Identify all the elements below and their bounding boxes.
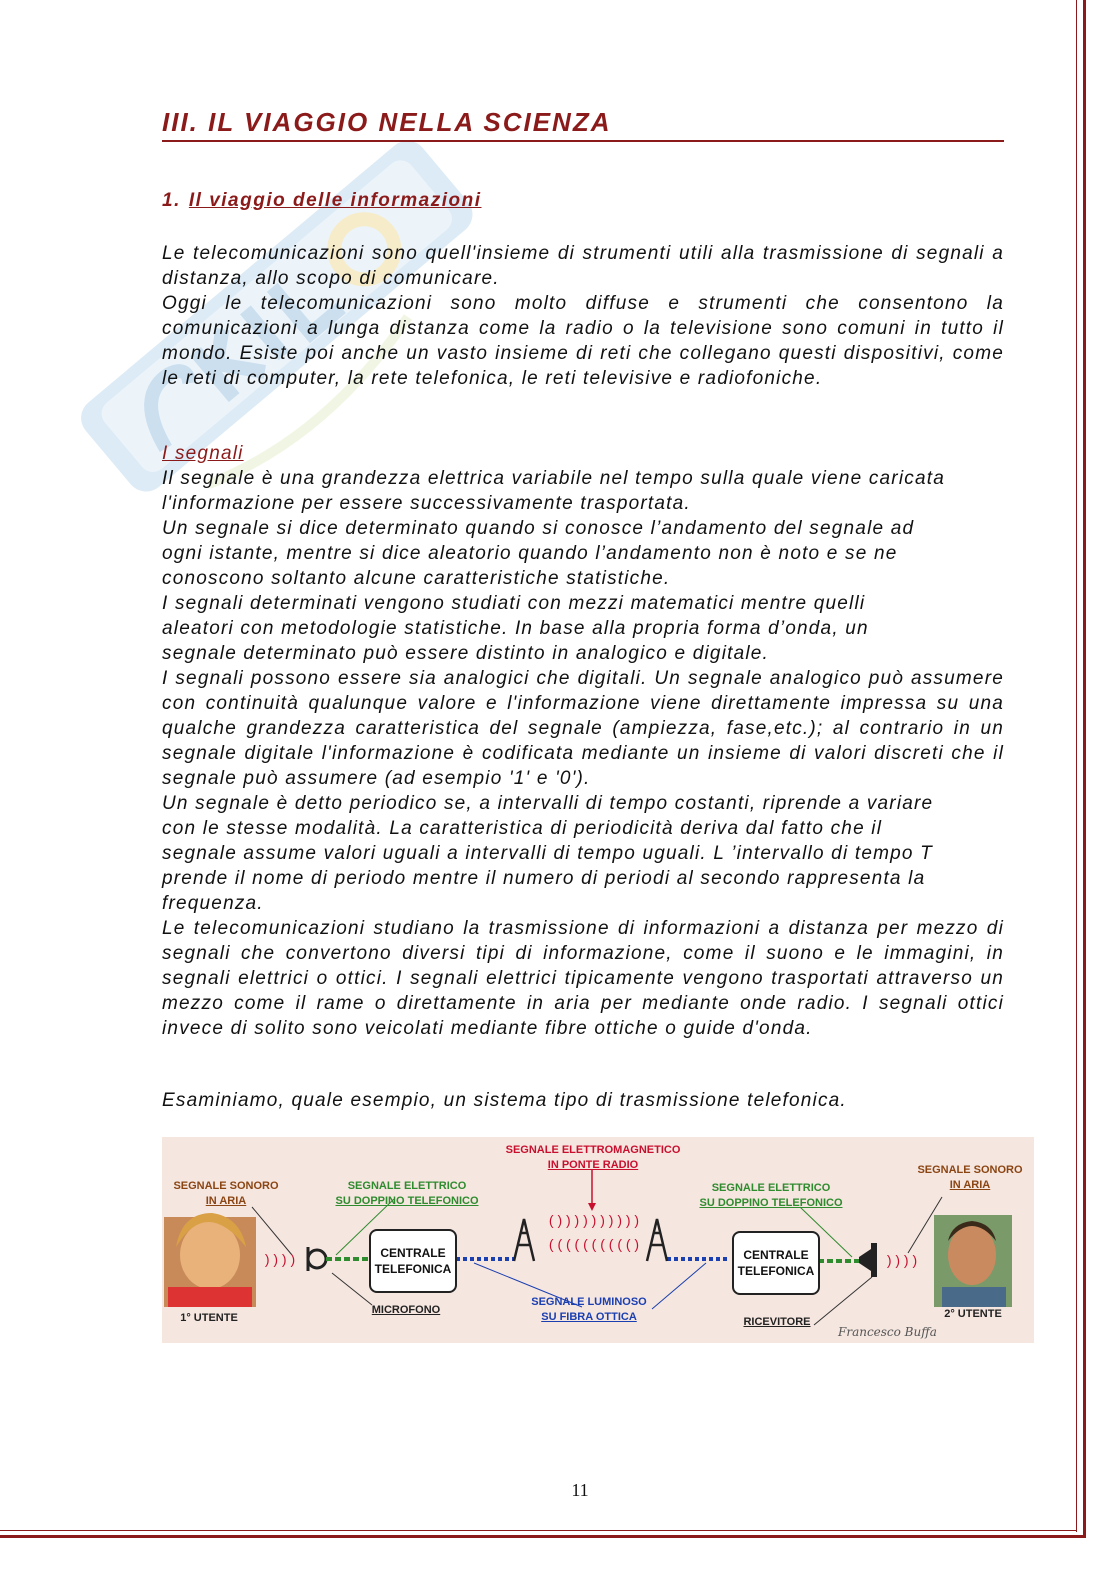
- intro-paragraph-1: Le telecomunicazioni sono quell'insieme di strumenti utili alla trasmissione di segnali a distanza, allo scopo di comunicare.: [162, 243, 1004, 289]
- signals-line: frequenza.: [162, 893, 264, 914]
- page-border-bottom-outer: [0, 1535, 1086, 1538]
- radio-waves-bottom: ( ( ( ( ( ( ( ( ( ( ): [548, 1236, 640, 1252]
- label-sound-air-right: SEGNALE SONORO IN ARIA: [917, 1164, 1023, 1191]
- signals-line: prende il nome di periodo mentre il numero di periodi al secondo rappresenta la: [162, 868, 926, 889]
- microphone-icon: [308, 1250, 326, 1268]
- section-title-text: Il viaggio delle informazioni: [188, 190, 482, 211]
- label-receiver: RICEVITORE: [743, 1316, 811, 1328]
- telephone-system-figure: [162, 1137, 1034, 1343]
- signals-line: segnale assume valori uguali a intervalli di tempo uguali. L ’intervallo di tempo T: [162, 843, 933, 864]
- label-electric-left: SEGNALE ELETTRICO SU DOPPINO TELEFONICO: [335, 1180, 479, 1207]
- receiver-icon: [871, 1243, 877, 1277]
- intro-paragraph-2: Oggi le telecomunicazioni sono molto diffuse e strumenti che consentono la comunicazioni a lunga distanza come la radio o la televisione sono comuni in tutto il mondo. Esiste poi anche un vasto insieme di reti che collegano questi dispositivi, come le reti di computer, la rete telefonica, le reti televisive e radiofoniche.: [162, 293, 1004, 389]
- label-user2: 2° UTENTE: [944, 1308, 1002, 1320]
- label-electromagnetic: SEGNALE ELETTROMAGNETICO IN PONTE RADIO: [505, 1144, 681, 1171]
- antenna-left-icon: [514, 1219, 534, 1261]
- sound-waves-left: ) ) ) ): [264, 1251, 296, 1267]
- signals-line: Un segnale è detto periodico se, a intervalli di tempo costanti, riprende a variare: [162, 793, 934, 814]
- signals-line: I segnali determinati vengono studiati con mezzi matematici mentre quelli: [162, 593, 866, 614]
- signals-line: aleatori con metodologie statistiche. In base alla propria forma d’onda, un: [162, 618, 869, 639]
- label-electric-right: SEGNALE ELETTRICO SU DOPPINO TELEFONICO: [699, 1182, 843, 1209]
- signals-line: segnale determinato può essere distinto in analogico e digitale.: [162, 643, 770, 664]
- signals-line: ogni istante, mentre si dice aleatorio quando l’andamento non è noto e se ne: [162, 543, 898, 564]
- page-border-right-outer: [1083, 0, 1086, 1538]
- signals-line: con le stesse modalità. La caratteristica di periodicità deriva dal fatto che il: [162, 818, 883, 839]
- signals-heading: I segnali: [162, 443, 244, 464]
- signals-line: l'informazione per essere successivamente trasportata.: [162, 493, 691, 514]
- section-number: 1.: [162, 190, 181, 211]
- page-border-bottom-inner: [0, 1530, 1077, 1531]
- radio-waves-top: ( ) ) ) ) ) ) ) ) ) ): [548, 1212, 640, 1228]
- signals-line: conoscono soltanto alcune caratteristiche statistiche.: [162, 568, 671, 589]
- signals-analog-digital-paragraph: I segnali possono essere sia analogici che digitali. Un segnale analogico può assumere con continuità qualunque valore e l'informazione viene direttamente impressa su una qualche grandezza caratteristica del segnale (ampiezza, fase,etc.); al contrario in un segnale digitale l'informazione è codificata mediante un insieme di valori discreti che il segnale può assumere (ad esempio '1' e '0').: [162, 668, 1004, 789]
- signals-line: Un segnale si dice determinato quando si conosce l’andamento del segnale ad: [162, 518, 915, 539]
- chapter-title: III. IL VIAGGIO NELLA SCIENZA: [162, 106, 1004, 142]
- label-microphone: MICROFONO: [371, 1304, 441, 1316]
- figure-author: Francesco Buffa: [838, 1325, 937, 1339]
- section-title: [162, 190, 482, 212]
- intro-block: [162, 241, 1004, 391]
- sound-waves-right: ) ) ) ): [886, 1252, 918, 1268]
- signals-line: Il segnale è una grandezza elettrica variabile nel tempo sulla quale viene caricata: [162, 468, 945, 489]
- signals-block: [162, 441, 1004, 1041]
- label-user1: 1° UTENTE: [180, 1312, 238, 1324]
- page-border-right-inner: [1076, 0, 1077, 1532]
- label-sound-air-left: SEGNALE SONORO IN ARIA: [173, 1180, 279, 1207]
- signals-telecom-paragraph: Le telecomunicazioni studiano la trasmissione di informazioni a distanza per mezzo di segnali che convertono diversi tipi di informazione, come il suono e le immagini, in segnali elettrici o ottici. I segnali elettrici tipicamente vengono trasportati attraverso un mezzo come il rame o direttamente in aria per mediante onde radio. I segnali ottici invece di solito sono veicolati mediante fibre ottiche o guide d'onda.: [162, 918, 1004, 1039]
- central-office-left: CENTRALE TELEFONICA: [369, 1229, 457, 1293]
- central-office-right: CENTRALE TELEFONICA: [732, 1231, 820, 1295]
- page-number: 11: [571, 1480, 589, 1500]
- example-sentence: Esaminiamo, quale esempio, un sistema tipo di trasmissione telefonica.: [162, 1090, 847, 1111]
- label-fiber: SEGNALE LUMINOSO SU FIBRA OTTICA: [531, 1296, 647, 1323]
